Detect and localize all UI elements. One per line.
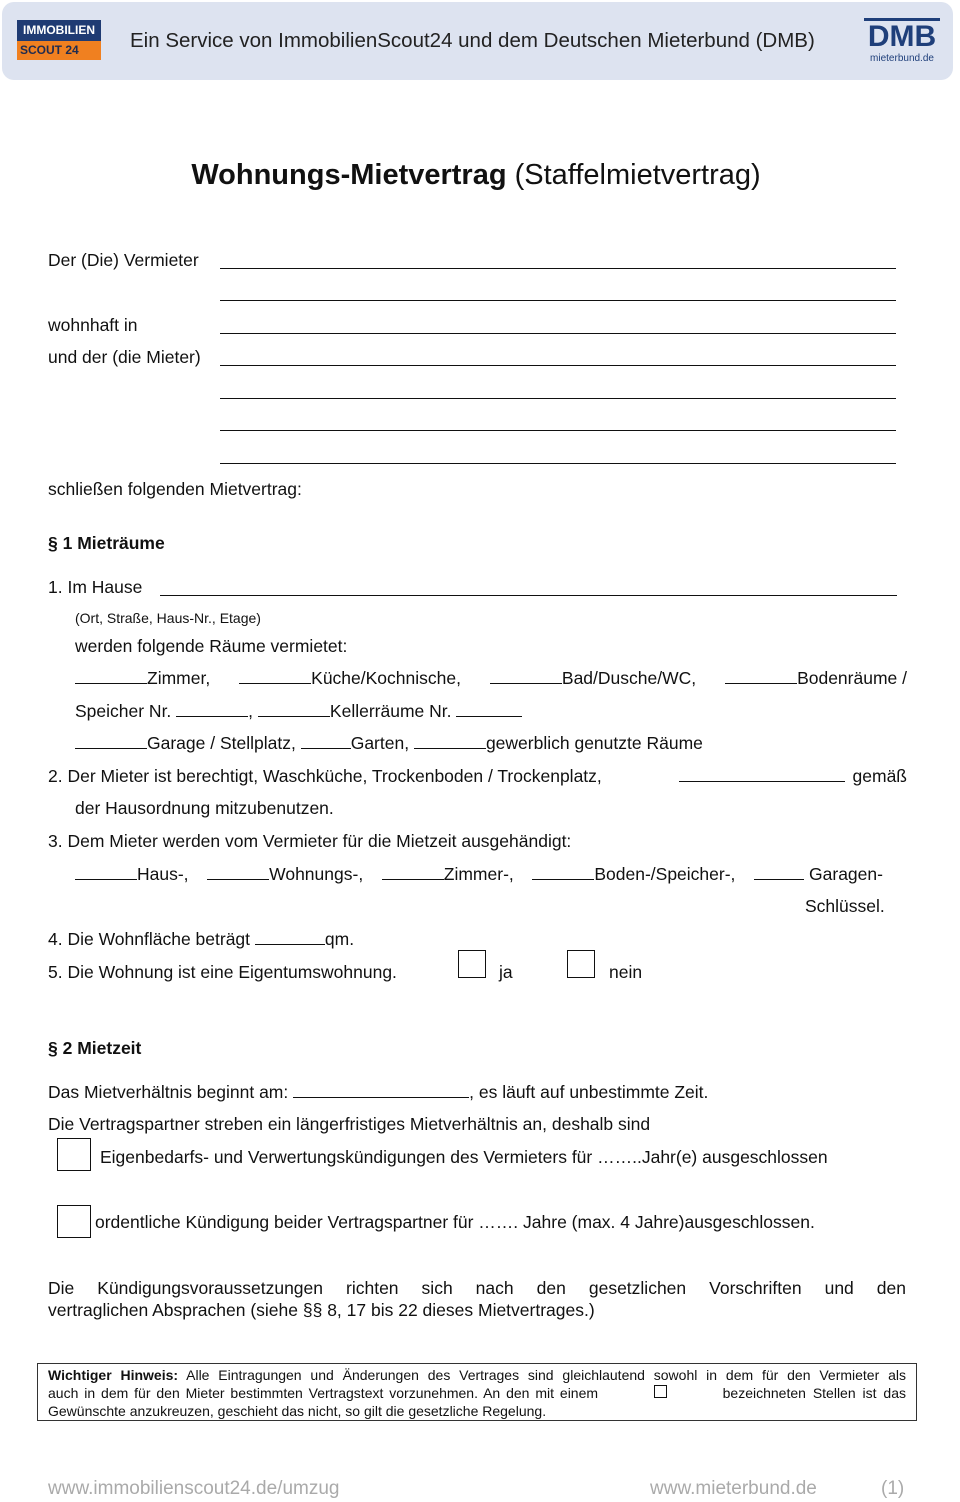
logo-text: IMMOBILIEN (17, 20, 101, 41)
key-label: Garagen- (809, 864, 883, 884)
logo-text: mieterbund.de (870, 53, 934, 64)
notice-text: auch in dem für den Mieter bestimmten Vertragstext vorzunehmen. An den mit einem (48, 1385, 599, 1401)
bath-field[interactable] (490, 668, 562, 684)
s2-intro: Die Vertragspartner streben ein längerfristiges Mietverhältnis an, deshalb sind (48, 1114, 651, 1134)
yes-label: ja (499, 962, 513, 982)
garden-label: Garten, (350, 733, 410, 753)
keys-row (75, 864, 883, 884)
area-unit: qm. (324, 929, 355, 949)
notice-text: bezeichneten Stellen ist das (722, 1385, 906, 1401)
service-text: Ein Service von ImmobilienScout24 und dem Deutschen Mieterbund (DMB) (130, 29, 815, 52)
page-title (0, 158, 952, 192)
commercial-label: gewerblich genutzte Räume (485, 733, 703, 753)
exclusion-own-use-checkbox[interactable] (57, 1138, 91, 1171)
area-field[interactable] (255, 929, 325, 945)
tenant-label: und der (die Mieter) (48, 347, 201, 367)
important-notice-box (37, 1363, 917, 1421)
key-label: Wohnungs-, (269, 864, 364, 884)
immobilienscout-logo (17, 20, 101, 60)
tenant-field-2[interactable] (220, 398, 896, 399)
key-label: Zimmer-, (443, 864, 514, 884)
item-5: 5. Die Wohnung ist eine Eigentumswohnung. (48, 962, 397, 982)
no-label: nein (609, 962, 643, 982)
item-2 (48, 766, 907, 786)
keys-end: Schlüssel. (805, 896, 885, 916)
item-1-label: 1. Im Hause (48, 577, 143, 597)
garden-field[interactable] (301, 733, 351, 749)
garage-label: Garage / Stellplatz, (147, 733, 296, 753)
house-key-field[interactable] (75, 864, 137, 880)
notice-line-2 (48, 1384, 906, 1402)
rooms-intro: werden folgende Räume vermietet: (75, 636, 348, 656)
start-label: Das Mietverhältnis beginnt am: (48, 1082, 289, 1102)
landlord-field-2[interactable] (220, 300, 896, 301)
closing-text: schließen folgenden Mietvertrag: (48, 479, 302, 499)
condo-no-checkbox[interactable] (567, 950, 595, 978)
logo-text: DMB (864, 18, 940, 53)
commercial-field[interactable] (414, 733, 486, 749)
item-4 (48, 929, 354, 949)
title-normal: (Staffelmietvertrag) (506, 159, 761, 191)
address-field[interactable] (160, 595, 897, 596)
room-key-field[interactable] (382, 864, 444, 880)
storage-number-field[interactable] (176, 701, 248, 717)
rooms-field[interactable] (75, 668, 147, 684)
cellar-field[interactable] (258, 701, 330, 717)
logo-text: SCOUT 24 (17, 41, 101, 60)
footer-link-mieterbund[interactable]: www.mieterbund.de (650, 1478, 817, 1499)
residence-label: wohnhaft in (48, 315, 138, 335)
s2-paragraph-line-1: Die Kündigungsvoraussetzungen richten sich nach den gesetzlichen Vorschriften und den (48, 1278, 906, 1298)
kitchen-label: Küche/Kochnische, (311, 668, 461, 688)
footer-link-immobilienscout[interactable]: www.immobilienscout24.de/umzug (48, 1478, 340, 1499)
attic-field[interactable] (725, 668, 797, 684)
notice-box-icon (654, 1385, 667, 1398)
notice-line-1 (48, 1366, 906, 1384)
page-number: (1) (881, 1478, 905, 1499)
tenant-field-4[interactable] (220, 463, 896, 464)
rooms-row (75, 668, 907, 688)
apartment-key-field[interactable] (207, 864, 269, 880)
notice-label: Wichtiger Hinweis: (48, 1367, 179, 1383)
option-1-text: Eigenbedarfs- und Verwertungskündigungen des Vermieters für ……..Jahr(e) ausgeschlossen (100, 1147, 828, 1167)
key-label: Boden-/Speicher-, (594, 864, 736, 884)
s2-paragraph-line-2: vertraglichen Absprachen (siehe §§ 8, 17 bis 22 dieses Mietvertrages.) (48, 1300, 595, 1320)
tenant-field-3[interactable] (220, 430, 896, 431)
item-2-cont: der Hausordnung mitzubenutzen. (75, 798, 334, 818)
residence-field[interactable] (220, 333, 896, 334)
kitchen-field[interactable] (239, 668, 311, 684)
start-date-field[interactable] (293, 1082, 469, 1098)
rooms-label: Zimmer, (147, 668, 211, 688)
section-1-heading: § 1 Mieträume (48, 533, 165, 553)
bath-label: Bad/Dusche/WC, (561, 668, 697, 688)
tenant-field[interactable] (220, 365, 896, 366)
item-3: 3. Dem Mieter werden vom Vermieter für die Mietzeit ausgehändigt: (48, 831, 572, 851)
item-4-text: 4. Die Wohnfläche beträgt (48, 929, 251, 949)
exclusion-ordinary-checkbox[interactable] (57, 1205, 91, 1238)
section-2-heading: § 2 Mietzeit (48, 1038, 142, 1058)
condo-yes-checkbox[interactable] (458, 950, 486, 978)
shared-rooms-field[interactable] (679, 766, 845, 782)
notice-text: Alle Eintragungen und Änderungen des Vertrages sind gleichlautend sowohl in dem für den Vermieter als (178, 1367, 906, 1383)
garage-row (75, 733, 703, 753)
cellar-label: Kellerräume Nr. (329, 701, 452, 721)
attic-label: Bodenräume / (797, 668, 907, 688)
item-2-end: gemäß (852, 766, 907, 786)
landlord-field[interactable] (220, 268, 896, 269)
title-bold: Wohnungs-Mietvertrag (191, 159, 507, 191)
landlord-label: Der (Die) Vermieter (48, 250, 199, 270)
storage-label: Speicher Nr. (75, 701, 172, 721)
start-end: , es läuft auf unbestimmte Zeit. (469, 1082, 709, 1102)
notice-line-3: Gewünschte anzukreuzen, geschieht das nicht, so gilt die gesetzliche Regelung. (48, 1403, 547, 1419)
start-row (48, 1082, 708, 1102)
comma: , (248, 701, 254, 721)
cellar-number-field[interactable] (456, 701, 522, 717)
dmb-logo (864, 18, 940, 64)
garage-key-field[interactable] (754, 864, 804, 880)
option-2-text: ordentliche Kündigung beider Vertragspartner für ……. Jahre (max. 4 Jahre)ausgeschlossen. (95, 1212, 815, 1232)
garage-field[interactable] (75, 733, 147, 749)
attic-key-field[interactable] (532, 864, 594, 880)
address-hint: (Ort, Straße, Haus-Nr., Etage) (75, 610, 261, 626)
item-2-text: 2. Der Mieter ist berechtigt, Waschküche, Trockenboden / Trockenplatz, (48, 766, 602, 786)
key-label: Haus-, (137, 864, 189, 884)
storage-row (75, 701, 522, 721)
